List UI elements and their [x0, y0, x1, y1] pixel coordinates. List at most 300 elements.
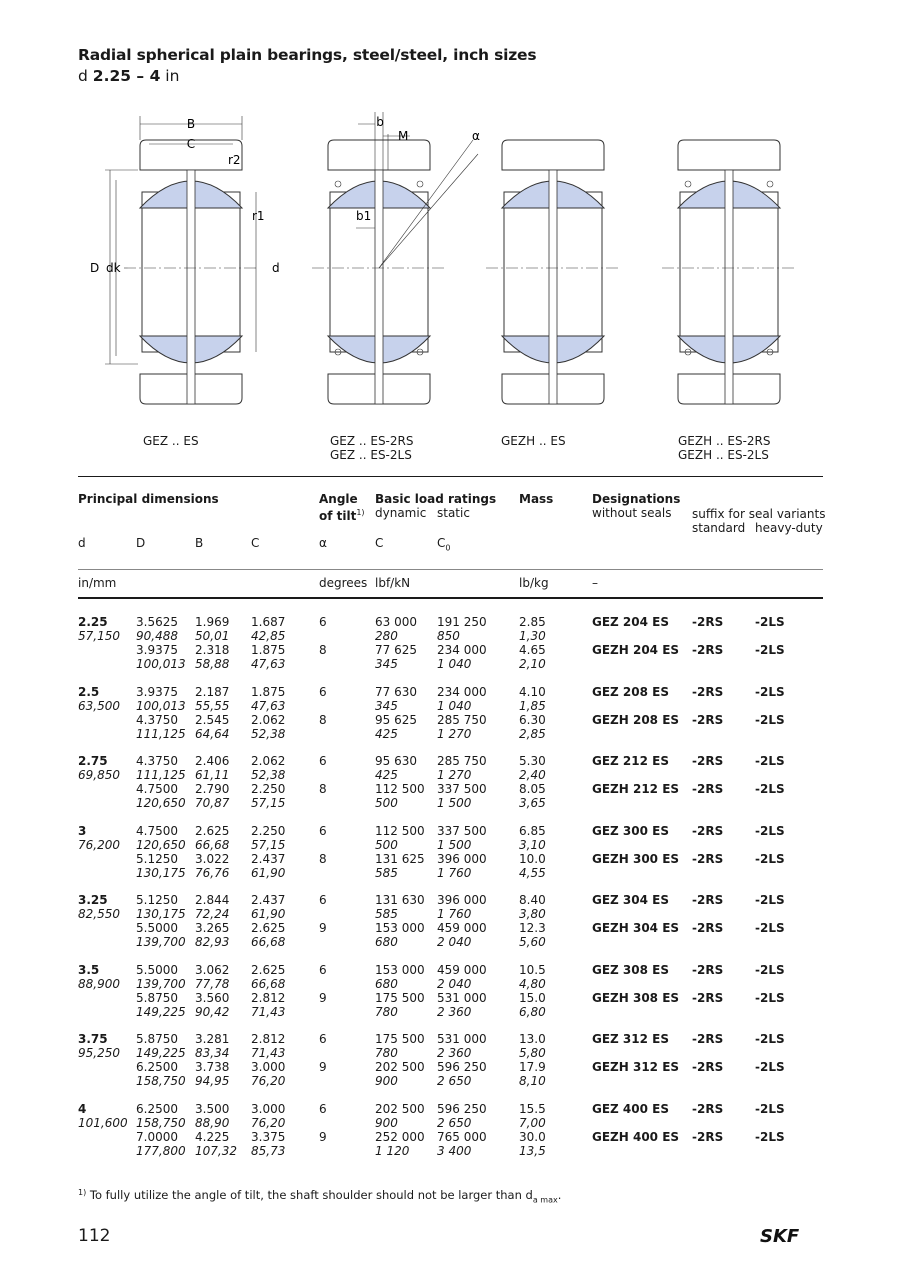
- table-group: [78, 1032, 823, 1092]
- suffix-standard: -2RS: [692, 684, 724, 699]
- cell-m_lb: 13.0: [519, 1032, 546, 1046]
- cell-C0_kN: 1 040: [437, 657, 472, 671]
- table-group: [78, 1102, 823, 1162]
- suffix-standard: -2RS: [692, 1032, 724, 1046]
- bore-in: 2.5: [78, 684, 100, 699]
- cell-C_mm: 42,85: [251, 629, 286, 643]
- designation: GEZ 204 ES: [592, 615, 669, 629]
- bore-in: 3.25: [78, 893, 108, 907]
- bore-mm: 95,250: [78, 1046, 120, 1060]
- cell-alpha: 9: [319, 990, 327, 1005]
- page-number: 112: [78, 1226, 111, 1246]
- cell-Cdyn_kN: 680: [375, 935, 398, 949]
- cell-C_in: 2.625: [251, 921, 286, 935]
- cell-D_in: 5.1250: [136, 893, 178, 907]
- cell-B_mm: 58,88: [195, 657, 230, 671]
- cell-D_in: 5.1250: [136, 851, 178, 866]
- cell-Cdyn_kN: 585: [375, 907, 398, 921]
- cell-B_mm: 83,34: [195, 1046, 230, 1060]
- cell-B_mm: 72,24: [195, 907, 230, 921]
- cell-m_lb: 6.85: [519, 823, 546, 838]
- cell-alpha: 8: [319, 643, 327, 657]
- cell-D_mm: 111,125: [136, 726, 186, 741]
- header-standard: standard: [692, 521, 746, 535]
- label-b1: b1: [356, 209, 372, 223]
- bore-in: 3: [78, 823, 87, 838]
- suffix-standard: -2RS: [692, 990, 724, 1005]
- cell-D_mm: 100,013: [136, 657, 186, 671]
- cell-m_kg: 5,80: [519, 1046, 546, 1060]
- cell-C0_kN: 1 760: [437, 907, 472, 921]
- suffix-heavy-duty: -2LS: [755, 615, 785, 629]
- designation: GEZH 312 ES: [592, 1060, 680, 1074]
- cell-Cdyn_lbf: 131 625: [375, 851, 425, 866]
- cell-D_in: 6.2500: [136, 1101, 178, 1116]
- cell-D_in: 4.7500: [136, 823, 178, 838]
- footnote-sub: a max: [532, 1195, 558, 1205]
- cell-D_mm: 139,700: [136, 976, 186, 991]
- cell-C0_lbf: 596 250: [437, 1101, 487, 1116]
- cell-D_in: 5.8750: [136, 990, 178, 1005]
- cell-C_mm: 57,15: [251, 837, 286, 852]
- cell-m_kg: 6,80: [519, 1004, 546, 1019]
- suffix-heavy-duty: -2LS: [755, 921, 785, 935]
- cell-C0_kN: 1 500: [437, 796, 472, 810]
- cell-D_in: 4.3750: [136, 754, 178, 768]
- bore-in: 3.75: [78, 1032, 108, 1046]
- cell-alpha: 6: [319, 823, 327, 838]
- suffix-standard: -2RS: [692, 643, 724, 657]
- cell-B_mm: 88,90: [195, 1115, 230, 1130]
- cell-B_in: 3.022: [195, 851, 230, 866]
- label-D: D: [90, 261, 100, 275]
- suffix-standard: -2RS: [692, 921, 724, 935]
- header-designations: Designations: [592, 492, 681, 506]
- skf-logo: [760, 1226, 824, 1246]
- cell-C0_kN: 2 360: [437, 1004, 472, 1019]
- footnote: [78, 1188, 561, 1204]
- cell-C0_kN: 2 650: [437, 1074, 472, 1088]
- cell-Cdyn_lbf: 252 000: [375, 1129, 425, 1144]
- table-group: [78, 685, 823, 745]
- designation: GEZ 208 ES: [592, 684, 669, 699]
- label-C: C: [186, 137, 196, 151]
- unit-mass: lb/kg: [519, 576, 549, 590]
- designation: GEZ 300 ES: [592, 823, 669, 838]
- cell-C0_lbf: 459 000: [437, 962, 487, 977]
- cell-Cdyn_kN: 585: [375, 865, 398, 880]
- bore-mm: 69,850: [78, 768, 120, 782]
- cell-C0_lbf: 459 000: [437, 921, 487, 935]
- cell-D_in: 6.2500: [136, 1060, 178, 1074]
- cell-m_lb: 5.30: [519, 754, 546, 768]
- label-b: b: [376, 115, 384, 129]
- cell-Cdyn_lbf: 77 625: [375, 643, 417, 657]
- cell-m_kg: 4,80: [519, 976, 546, 991]
- cell-B_in: 3.500: [195, 1101, 230, 1116]
- cell-Cdyn_kN: 280: [375, 629, 398, 643]
- cell-Cdyn_kN: 900: [375, 1074, 398, 1088]
- cell-C_mm: 76,20: [251, 1115, 286, 1130]
- cell-Cdyn_kN: 500: [375, 837, 398, 852]
- suffix-heavy-duty: -2LS: [755, 782, 785, 796]
- header-static: static: [437, 506, 470, 520]
- cell-C0_lbf: 234 000: [437, 643, 487, 657]
- suffix-heavy-duty: -2LS: [755, 823, 785, 838]
- designation: GEZH 204 ES: [592, 643, 680, 657]
- cell-C0_kN: 1 270: [437, 726, 472, 741]
- cell-m_lb: 10.5: [519, 962, 546, 977]
- cell-B_mm: 94,95: [195, 1074, 230, 1088]
- cell-B_in: 3.265: [195, 921, 230, 935]
- cell-C_in: 2.250: [251, 823, 286, 838]
- cell-m_lb: 4.65: [519, 643, 546, 657]
- cell-D_mm: 158,750: [136, 1115, 186, 1130]
- cell-Cdyn_lbf: 153 000: [375, 962, 425, 977]
- bore-mm: 88,900: [78, 976, 120, 991]
- subtitle-unit: in: [165, 67, 180, 85]
- cell-C_in: 1.875: [251, 643, 286, 657]
- cell-m_kg: 1,85: [519, 698, 546, 713]
- header-angle-note: 1): [356, 508, 365, 517]
- cell-m_lb: 8.05: [519, 782, 546, 796]
- bore-in: 4: [78, 1101, 87, 1116]
- cell-alpha: 6: [319, 962, 327, 977]
- cell-B_in: 3.738: [195, 1060, 230, 1074]
- subtitle-prefix: d: [78, 67, 88, 85]
- label-M: M: [398, 129, 409, 143]
- cell-Cdyn_lbf: 95 630: [375, 754, 417, 768]
- table-group: [78, 615, 823, 675]
- header-suffix: suffix for seal variants: [692, 507, 826, 521]
- cell-C_in: 2.437: [251, 851, 286, 866]
- cell-m_lb: 15.0: [519, 990, 546, 1005]
- sym-C: C: [251, 536, 260, 550]
- designation: GEZ 212 ES: [592, 754, 669, 768]
- designation: GEZH 300 ES: [592, 851, 680, 866]
- cell-D_mm: 177,800: [136, 1143, 186, 1158]
- cell-alpha: 6: [319, 1032, 327, 1046]
- cell-m_kg: 13,5: [519, 1143, 546, 1158]
- designation: GEZH 400 ES: [592, 1129, 680, 1144]
- cell-B_mm: 76,76: [195, 865, 230, 880]
- cell-C_in: 1.875: [251, 684, 286, 699]
- cell-C_in: 2.812: [251, 1032, 286, 1046]
- cell-m_kg: 2,40: [519, 768, 546, 782]
- suffix-standard: -2RS: [692, 712, 724, 727]
- bore-in: 2.75: [78, 754, 108, 768]
- cell-m_lb: 10.0: [519, 851, 546, 866]
- sym-B: B: [195, 536, 204, 550]
- cell-D_in: 4.7500: [136, 782, 178, 796]
- cell-Cdyn_kN: 345: [375, 657, 398, 671]
- header-without-seals: without seals: [592, 506, 672, 520]
- cell-B_mm: 61,11: [195, 768, 230, 782]
- cell-Cdyn_lbf: 112 500: [375, 782, 425, 796]
- cell-D_in: 3.9375: [136, 684, 178, 699]
- cell-alpha: 8: [319, 712, 327, 727]
- cell-B_mm: 107,32: [195, 1143, 237, 1158]
- cell-C0_kN: 850: [437, 629, 460, 643]
- cell-C0_lbf: 396 000: [437, 851, 487, 866]
- cell-Cdyn_lbf: 153 000: [375, 921, 425, 935]
- designation: GEZ 308 ES: [592, 962, 669, 977]
- cell-B_in: 2.790: [195, 782, 230, 796]
- cell-alpha: 9: [319, 1129, 327, 1144]
- cell-C_in: 2.437: [251, 893, 286, 907]
- cell-B_mm: 82,93: [195, 935, 230, 949]
- cell-B_mm: 66,68: [195, 837, 230, 852]
- cell-m_lb: 2.85: [519, 615, 546, 629]
- cell-B_mm: 50,01: [195, 629, 230, 643]
- unit-deg: degrees: [319, 576, 368, 590]
- cell-B_in: 1.969: [195, 615, 230, 629]
- cell-B_mm: 55,55: [195, 698, 230, 713]
- suffix-standard: -2RS: [692, 1129, 724, 1144]
- cell-D_in: 5.8750: [136, 1032, 178, 1046]
- bore-mm: 101,600: [78, 1115, 128, 1130]
- bore-in: 2.25: [78, 615, 108, 629]
- cell-C0_lbf: 337 500: [437, 782, 487, 796]
- cell-C0_kN: 1 500: [437, 837, 472, 852]
- cell-m_lb: 17.9: [519, 1060, 546, 1074]
- cell-Cdyn_lbf: 175 500: [375, 990, 425, 1005]
- designation: GEZH 208 ES: [592, 712, 680, 727]
- cell-D_mm: 158,750: [136, 1074, 186, 1088]
- cell-alpha: 6: [319, 893, 327, 907]
- cell-Cdyn_kN: 780: [375, 1004, 398, 1019]
- header-load: Basic load ratings: [375, 492, 497, 506]
- cell-Cdyn_lbf: 112 500: [375, 823, 425, 838]
- cell-B_in: 2.406: [195, 754, 230, 768]
- cell-D_in: 5.5000: [136, 962, 178, 977]
- cell-C_mm: 66,68: [251, 976, 286, 991]
- cell-B_in: 2.844: [195, 893, 230, 907]
- cell-B_in: 2.625: [195, 823, 230, 838]
- cell-Cdyn_lbf: 202 500: [375, 1101, 425, 1116]
- suffix-heavy-duty: -2LS: [755, 1032, 785, 1046]
- sym-C0-sub: 0: [445, 543, 451, 553]
- caption-gezh-es: GEZH .. ES: [501, 434, 566, 448]
- cell-B_in: 2.318: [195, 643, 230, 657]
- bore-mm: 82,550: [78, 907, 120, 921]
- caption-gezh-es-2ls: GEZH .. ES-2LS: [678, 448, 769, 462]
- cell-C_mm: 85,73: [251, 1143, 286, 1158]
- sym-D: D: [136, 536, 146, 550]
- header-angle-1: Angle: [319, 492, 358, 506]
- suffix-standard: -2RS: [692, 851, 724, 866]
- cell-m_kg: 2,10: [519, 657, 546, 671]
- cell-B_in: 2.187: [195, 684, 230, 699]
- suffix-standard: -2RS: [692, 754, 724, 768]
- cell-C0_lbf: 285 750: [437, 754, 487, 768]
- cell-C_in: 2.812: [251, 990, 286, 1005]
- designation: GEZH 308 ES: [592, 990, 680, 1005]
- cell-C_mm: 52,38: [251, 726, 286, 741]
- label-alpha: α: [472, 129, 480, 143]
- unit-load: lbf/kN: [375, 576, 411, 590]
- cell-B_mm: 90,42: [195, 1004, 230, 1019]
- subtitle-range: 2.25 – 4: [92, 67, 161, 85]
- cell-m_kg: 3,65: [519, 796, 546, 810]
- page-subtitle: [78, 67, 179, 85]
- cell-Cdyn_lbf: 175 500: [375, 1032, 425, 1046]
- sym-C0-letter: C: [437, 536, 446, 550]
- designation: GEZ 400 ES: [592, 1101, 669, 1116]
- caption-gez-es-2ls: GEZ .. ES-2LS: [330, 448, 412, 462]
- suffix-standard: -2RS: [692, 893, 724, 907]
- cell-m_kg: 2,85: [519, 726, 546, 741]
- cell-m_lb: 4.10: [519, 684, 546, 699]
- footnote-end: .: [557, 1188, 562, 1202]
- cell-Cdyn_kN: 425: [375, 726, 398, 741]
- cell-Cdyn_kN: 900: [375, 1115, 398, 1130]
- suffix-standard: -2RS: [692, 1060, 724, 1074]
- table-mid-rule: [78, 569, 823, 570]
- caption-gez-es: GEZ .. ES: [143, 434, 199, 448]
- cell-C_mm: 52,38: [251, 768, 286, 782]
- designation: GEZ 304 ES: [592, 893, 669, 907]
- cell-C_mm: 76,20: [251, 1074, 286, 1088]
- page-title: Radial spherical plain bearings, steel/steel, inch sizes: [78, 46, 537, 64]
- cell-Cdyn_kN: 780: [375, 1046, 398, 1060]
- cell-C0_lbf: 234 000: [437, 684, 487, 699]
- bore-mm: 63,500: [78, 698, 120, 713]
- cell-m_lb: 12.3: [519, 921, 546, 935]
- header-mass: Mass: [519, 492, 554, 506]
- cell-C0_lbf: 396 000: [437, 893, 487, 907]
- suffix-heavy-duty: -2LS: [755, 962, 785, 977]
- cell-C_in: 3.000: [251, 1060, 286, 1074]
- label-d: d: [272, 261, 280, 275]
- cell-B_mm: 70,87: [195, 796, 230, 810]
- cell-Cdyn_kN: 680: [375, 976, 398, 991]
- cell-C_mm: 57,15: [251, 796, 286, 810]
- cell-Cdyn_kN: 1 120: [375, 1143, 410, 1158]
- cell-D_mm: 100,013: [136, 698, 186, 713]
- cell-C_mm: 47,63: [251, 657, 286, 671]
- suffix-heavy-duty: -2LS: [755, 684, 785, 699]
- cell-B_mm: 64,64: [195, 726, 230, 741]
- cell-C0_lbf: 596 250: [437, 1060, 487, 1074]
- cell-C0_kN: 2 040: [437, 935, 472, 949]
- suffix-standard: -2RS: [692, 962, 724, 977]
- cell-Cdyn_lbf: 77 630: [375, 684, 417, 699]
- cell-C0_lbf: 191 250: [437, 615, 487, 629]
- cell-D_mm: 120,650: [136, 796, 186, 810]
- cell-C_in: 2.625: [251, 962, 286, 977]
- table-header-bottom-rule: [78, 597, 823, 599]
- sym-Cdyn: C: [375, 536, 384, 550]
- table-group: [78, 963, 823, 1023]
- suffix-standard: -2RS: [692, 782, 724, 796]
- cell-m_lb: 6.30: [519, 712, 546, 727]
- cell-alpha: 9: [319, 921, 327, 935]
- unit-desig: –: [592, 576, 598, 590]
- cell-C0_lbf: 765 000: [437, 1129, 487, 1144]
- header-dynamic: dynamic: [375, 506, 427, 520]
- label-B: B: [186, 117, 196, 131]
- cell-B_in: 3.560: [195, 990, 230, 1005]
- cell-B_in: 2.545: [195, 712, 230, 727]
- suffix-heavy-duty: -2LS: [755, 893, 785, 907]
- cell-D_mm: 139,700: [136, 935, 186, 949]
- cell-D_mm: 90,488: [136, 629, 178, 643]
- table-group: [78, 824, 823, 884]
- sym-alpha: α: [319, 536, 327, 550]
- cell-B_in: 4.225: [195, 1129, 230, 1144]
- cell-Cdyn_lbf: 95 625: [375, 712, 417, 727]
- cell-m_kg: 1,30: [519, 629, 546, 643]
- cell-D_mm: 149,225: [136, 1046, 186, 1060]
- cell-D_mm: 111,125: [136, 768, 186, 782]
- cell-C_mm: 61,90: [251, 865, 286, 880]
- cell-C0_kN: 1 270: [437, 768, 472, 782]
- cell-C_mm: 47,63: [251, 698, 286, 713]
- suffix-heavy-duty: -2LS: [755, 990, 785, 1005]
- cell-m_kg: 4,55: [519, 865, 546, 880]
- suffix-heavy-duty: -2LS: [755, 754, 785, 768]
- cell-C0_lbf: 531 000: [437, 1032, 487, 1046]
- cell-m_kg: 7,00: [519, 1115, 546, 1130]
- skf-logo-text: SKF: [760, 1226, 800, 1246]
- cell-alpha: 6: [319, 615, 327, 629]
- unit-dims: [78, 576, 116, 590]
- table-top-rule: [78, 476, 823, 477]
- header-angle-2: [319, 506, 365, 523]
- cell-C_in: 3.375: [251, 1129, 286, 1144]
- cell-m_kg: 5,60: [519, 935, 546, 949]
- cell-B_mm: 77,78: [195, 976, 230, 991]
- table-group: [78, 893, 823, 953]
- cell-D_in: 5.5000: [136, 921, 178, 935]
- footnote-mark: 1): [78, 1188, 87, 1197]
- suffix-heavy-duty: -2LS: [755, 712, 785, 727]
- suffix-heavy-duty: -2LS: [755, 1060, 785, 1074]
- suffix-standard: -2RS: [692, 615, 724, 629]
- suffix-heavy-duty: -2LS: [755, 851, 785, 866]
- cell-C0_kN: 2 040: [437, 976, 472, 991]
- cell-D_mm: 130,175: [136, 865, 186, 880]
- cell-C_in: 3.000: [251, 1101, 286, 1116]
- cell-B_in: 3.281: [195, 1032, 230, 1046]
- cell-B_in: 3.062: [195, 962, 230, 977]
- label-r2: r2: [228, 153, 241, 167]
- bore-mm: 76,200: [78, 837, 120, 852]
- bearing-drawings: [70, 110, 830, 410]
- cell-C_mm: 71,43: [251, 1046, 286, 1060]
- cell-C0_lbf: 285 750: [437, 712, 487, 727]
- cell-Cdyn_lbf: 202 500: [375, 1060, 425, 1074]
- bore-in: 3.5: [78, 962, 100, 977]
- bore-mm: 57,150: [78, 629, 120, 643]
- designation: GEZ 312 ES: [592, 1032, 669, 1046]
- cell-D_in: 7.0000: [136, 1129, 178, 1144]
- caption-gezh-es-2rs: GEZH .. ES-2RS: [678, 434, 771, 448]
- cell-D_mm: 120,650: [136, 837, 186, 852]
- cell-m_kg: 8,10: [519, 1074, 546, 1088]
- suffix-heavy-duty: -2LS: [755, 1129, 785, 1144]
- cell-C_mm: 71,43: [251, 1004, 286, 1019]
- cell-C0_lbf: 531 000: [437, 990, 487, 1005]
- suffix-heavy-duty: -2LS: [755, 1101, 785, 1116]
- label-r1: r1: [252, 209, 265, 223]
- cell-C0_kN: 2 650: [437, 1115, 472, 1130]
- cell-alpha: 6: [319, 754, 327, 768]
- cell-C_mm: 66,68: [251, 935, 286, 949]
- cell-Cdyn_lbf: 63 000: [375, 615, 417, 629]
- cell-alpha: 9: [319, 1060, 327, 1074]
